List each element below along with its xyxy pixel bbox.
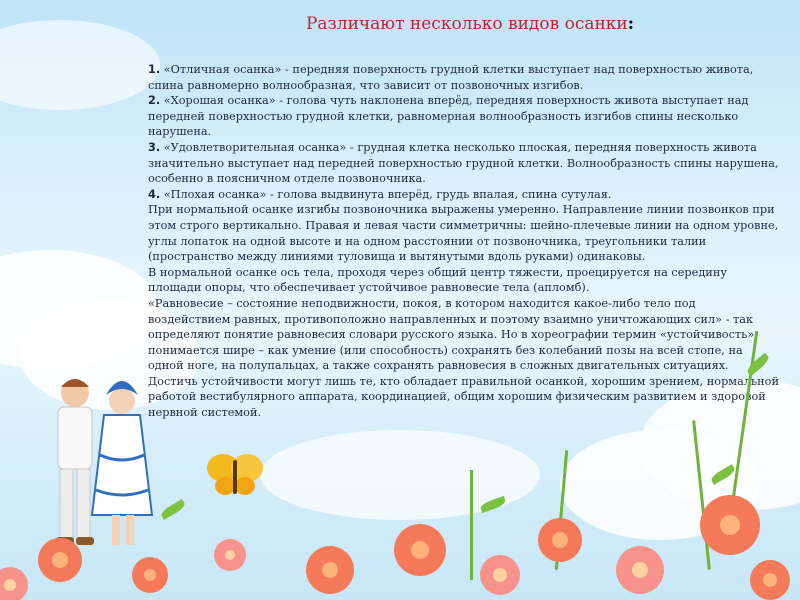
paragraph-4: 4. «Плохая осанка» - голова выдвинута вперёд, грудь впалая, спина сутулая. <box>148 187 612 201</box>
flower-meadow-icon <box>0 480 800 600</box>
slide-title-colon: : <box>627 14 635 34</box>
body-text <box>148 62 780 421</box>
slide-title <box>0 14 800 34</box>
slide-title-text: Различают несколько видов осанки <box>305 14 628 34</box>
paragraph-7: «Равновесие – состояние неподвижности, покоя, в котором находится какое-либо тело под воздействием равных, противоположно направленных и поэтому взаимно уничтожающих сил» - так определяют понятие равновесия словари русского языка. Но в хореографии термин «устойчивость» понимается шире – как умение (или способность) сохранять без колебаний позы на всей стопе, на одной ноге, на полупальцах, а также сохранять равновесия в сложных двигательных ситуациях. Достичь устойчивости могут лишь те, кто обладает правильной осанкой, хорошим зрением, нормальной работой вестибулярного аппарата, координацией, общим хорошим физическим развитием и здоровой нервной системой. <box>148 296 780 420</box>
paragraph-2: 2. «Хорошая осанка» - голова чуть наклонена вперёд, передняя поверхность живота выступает над передней поверхностью грудной клетки, равномерная волнообразность изгибов спины несколько нарушена. <box>148 94 749 139</box>
paragraph-6: В нормальной осанке ось тела, проходя через общий центр тяжести, проецируется на середину площади опоры, что обеспечивает устойчивое равновесие тела (апломб). <box>148 265 728 295</box>
paragraph-5: При нормальной осанке изгибы позвоночника выражены умеренно. Направление линии позвонков при этом строго вертикально. Правая и левая части симметричны: шейно-плечевые линии на одном уровне, углы лопаток на одной высоте и на одном расстоянии от позвоночника, треугольники талии (пространство между линиями туловища и вытянутыми вдоль руками) одинаковы. <box>148 203 779 264</box>
paragraph-3: 3. «Удовлетворительная осанка» - грудная клетка несколько плоская, передняя поверхность живота значительно выступает над передней поверхностью грудной клетки. Волнообразность спины нарушена, особенно в поясничном отделе позвоночника. <box>148 140 779 186</box>
paragraph-1: 1. «Отличная осанка» - передняя поверхность грудной клетки выступает над поверхностью живота, спина равномерно волнообразная, что зависит от позвоночных изгибов. <box>148 63 754 92</box>
